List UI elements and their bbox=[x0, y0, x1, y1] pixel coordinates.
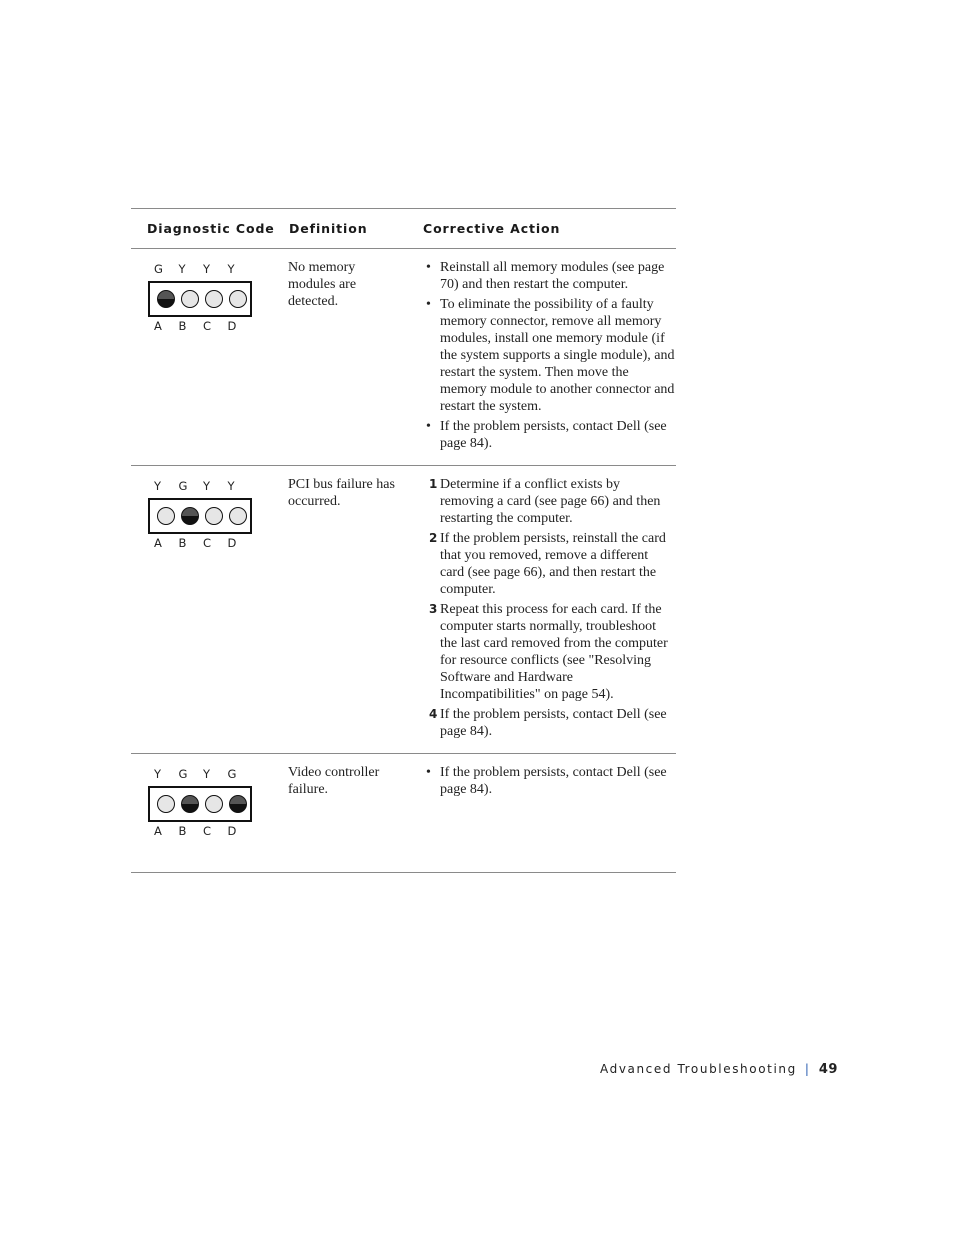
led-light-yellow bbox=[205, 507, 223, 525]
diagnostic-table bbox=[131, 208, 676, 873]
bullet-icon: • bbox=[426, 297, 431, 312]
table-header bbox=[131, 209, 676, 248]
action-item bbox=[425, 530, 675, 598]
led-panel bbox=[148, 786, 252, 822]
step-number: 2 bbox=[429, 531, 438, 545]
corrective-action-list bbox=[425, 259, 675, 455]
led-position-letters bbox=[148, 824, 256, 838]
step-number: 1 bbox=[429, 477, 438, 491]
led-position-letter: C bbox=[203, 536, 212, 550]
led-panel bbox=[148, 498, 252, 534]
led-light-yellow bbox=[157, 507, 175, 525]
table-bottom-rule bbox=[131, 872, 676, 873]
led-diagnostic-code bbox=[148, 767, 256, 838]
led-light-green bbox=[229, 795, 247, 813]
action-item bbox=[425, 601, 675, 703]
led-light-yellow bbox=[205, 795, 223, 813]
led-color-letter: Y bbox=[154, 767, 162, 781]
action-text: If the problem persists, contact Dell (see page 84). bbox=[440, 707, 667, 739]
led-light-yellow bbox=[229, 290, 247, 308]
action-item bbox=[425, 706, 675, 740]
led-panel bbox=[148, 281, 252, 317]
action-text: To eliminate the possibility of a faulty memory connector, remove all memory modules, install one memory module (if the system supports a single module), and restart the system. Then move the memory module to another connector and restart the system. bbox=[440, 297, 675, 414]
led-position-letter: D bbox=[227, 824, 237, 838]
action-text: If the problem persists, reinstall the card that you removed, remove a different card (see page 66), and then restart the computer. bbox=[440, 531, 666, 597]
led-color-letter: Y bbox=[203, 767, 211, 781]
action-text: Repeat this process for each card. If the computer starts normally, troubleshoot the last card removed from the computer for resource conflicts (see "Resolving Software and Hardware Incompatibilities" on page 54). bbox=[440, 602, 668, 702]
action-item bbox=[425, 259, 675, 293]
led-color-letter: G bbox=[178, 767, 188, 781]
led-position-letter: B bbox=[178, 536, 187, 550]
led-diagnostic-code bbox=[148, 262, 256, 333]
led-color-letter: Y bbox=[203, 262, 211, 276]
led-light-green bbox=[181, 507, 199, 525]
page-number: 49 bbox=[818, 1062, 838, 1077]
led-color-letters bbox=[148, 479, 256, 493]
bullet-icon: • bbox=[426, 765, 431, 780]
led-position-letter: D bbox=[227, 536, 237, 550]
corrective-action-list bbox=[425, 476, 675, 743]
table-row bbox=[131, 249, 676, 465]
action-item bbox=[425, 418, 675, 452]
action-text: Reinstall all memory modules (see page 70) and then restart the computer. bbox=[440, 260, 665, 292]
led-position-letter: B bbox=[178, 319, 187, 333]
led-light-green bbox=[157, 290, 175, 308]
led-color-letter: Y bbox=[203, 479, 211, 493]
led-position-letter: A bbox=[154, 824, 162, 838]
led-light-yellow bbox=[181, 290, 199, 308]
bullet-icon: • bbox=[426, 260, 431, 275]
action-text: Determine if a conflict exists by removing a card (see page 66) and then restarting the computer. bbox=[440, 477, 661, 526]
corrective-action-list bbox=[425, 764, 675, 801]
footer-separator: | bbox=[804, 1062, 809, 1076]
led-color-letter: G bbox=[227, 767, 237, 781]
led-color-letter: Y bbox=[227, 479, 235, 493]
action-text: If the problem persists, contact Dell (see page 84). bbox=[440, 765, 667, 797]
led-color-letter: Y bbox=[227, 262, 235, 276]
led-diagnostic-code bbox=[148, 479, 256, 550]
led-position-letter: B bbox=[178, 824, 187, 838]
led-color-letters bbox=[148, 767, 256, 781]
action-item bbox=[425, 296, 675, 415]
led-color-letter: Y bbox=[178, 262, 186, 276]
table-row bbox=[131, 754, 676, 872]
step-number: 4 bbox=[429, 707, 438, 721]
header-corrective-action: Corrective Action bbox=[423, 221, 561, 236]
led-position-letters bbox=[148, 319, 256, 333]
led-position-letter: C bbox=[203, 824, 212, 838]
led-color-letter: G bbox=[154, 262, 163, 276]
table-row bbox=[131, 466, 676, 753]
definition-text: Video controller failure. bbox=[288, 765, 380, 797]
step-number: 3 bbox=[429, 602, 438, 616]
action-item bbox=[425, 764, 675, 798]
header-definition: Definition bbox=[289, 221, 368, 236]
page-footer bbox=[600, 1062, 838, 1077]
action-text: If the problem persists, contact Dell (see page 84). bbox=[440, 419, 667, 451]
led-color-letter: Y bbox=[154, 479, 162, 493]
led-light-green bbox=[181, 795, 199, 813]
action-item bbox=[425, 476, 675, 527]
led-light-yellow bbox=[157, 795, 175, 813]
led-light-yellow bbox=[205, 290, 223, 308]
led-color-letters bbox=[148, 262, 256, 276]
led-light-yellow bbox=[229, 507, 247, 525]
led-position-letter: C bbox=[203, 319, 212, 333]
definition-text: PCI bus failure has occurred. bbox=[288, 477, 395, 509]
header-diagnostic-code: Diagnostic Code bbox=[147, 221, 275, 236]
led-position-letter: A bbox=[154, 536, 162, 550]
led-position-letters bbox=[148, 536, 256, 550]
led-color-letter: G bbox=[178, 479, 188, 493]
led-position-letter: D bbox=[227, 319, 237, 333]
led-position-letter: A bbox=[154, 319, 162, 333]
definition-text: No memory modules are detected. bbox=[288, 260, 357, 309]
bullet-icon: • bbox=[426, 419, 431, 434]
footer-section-title: Advanced Troubleshooting bbox=[600, 1062, 797, 1076]
